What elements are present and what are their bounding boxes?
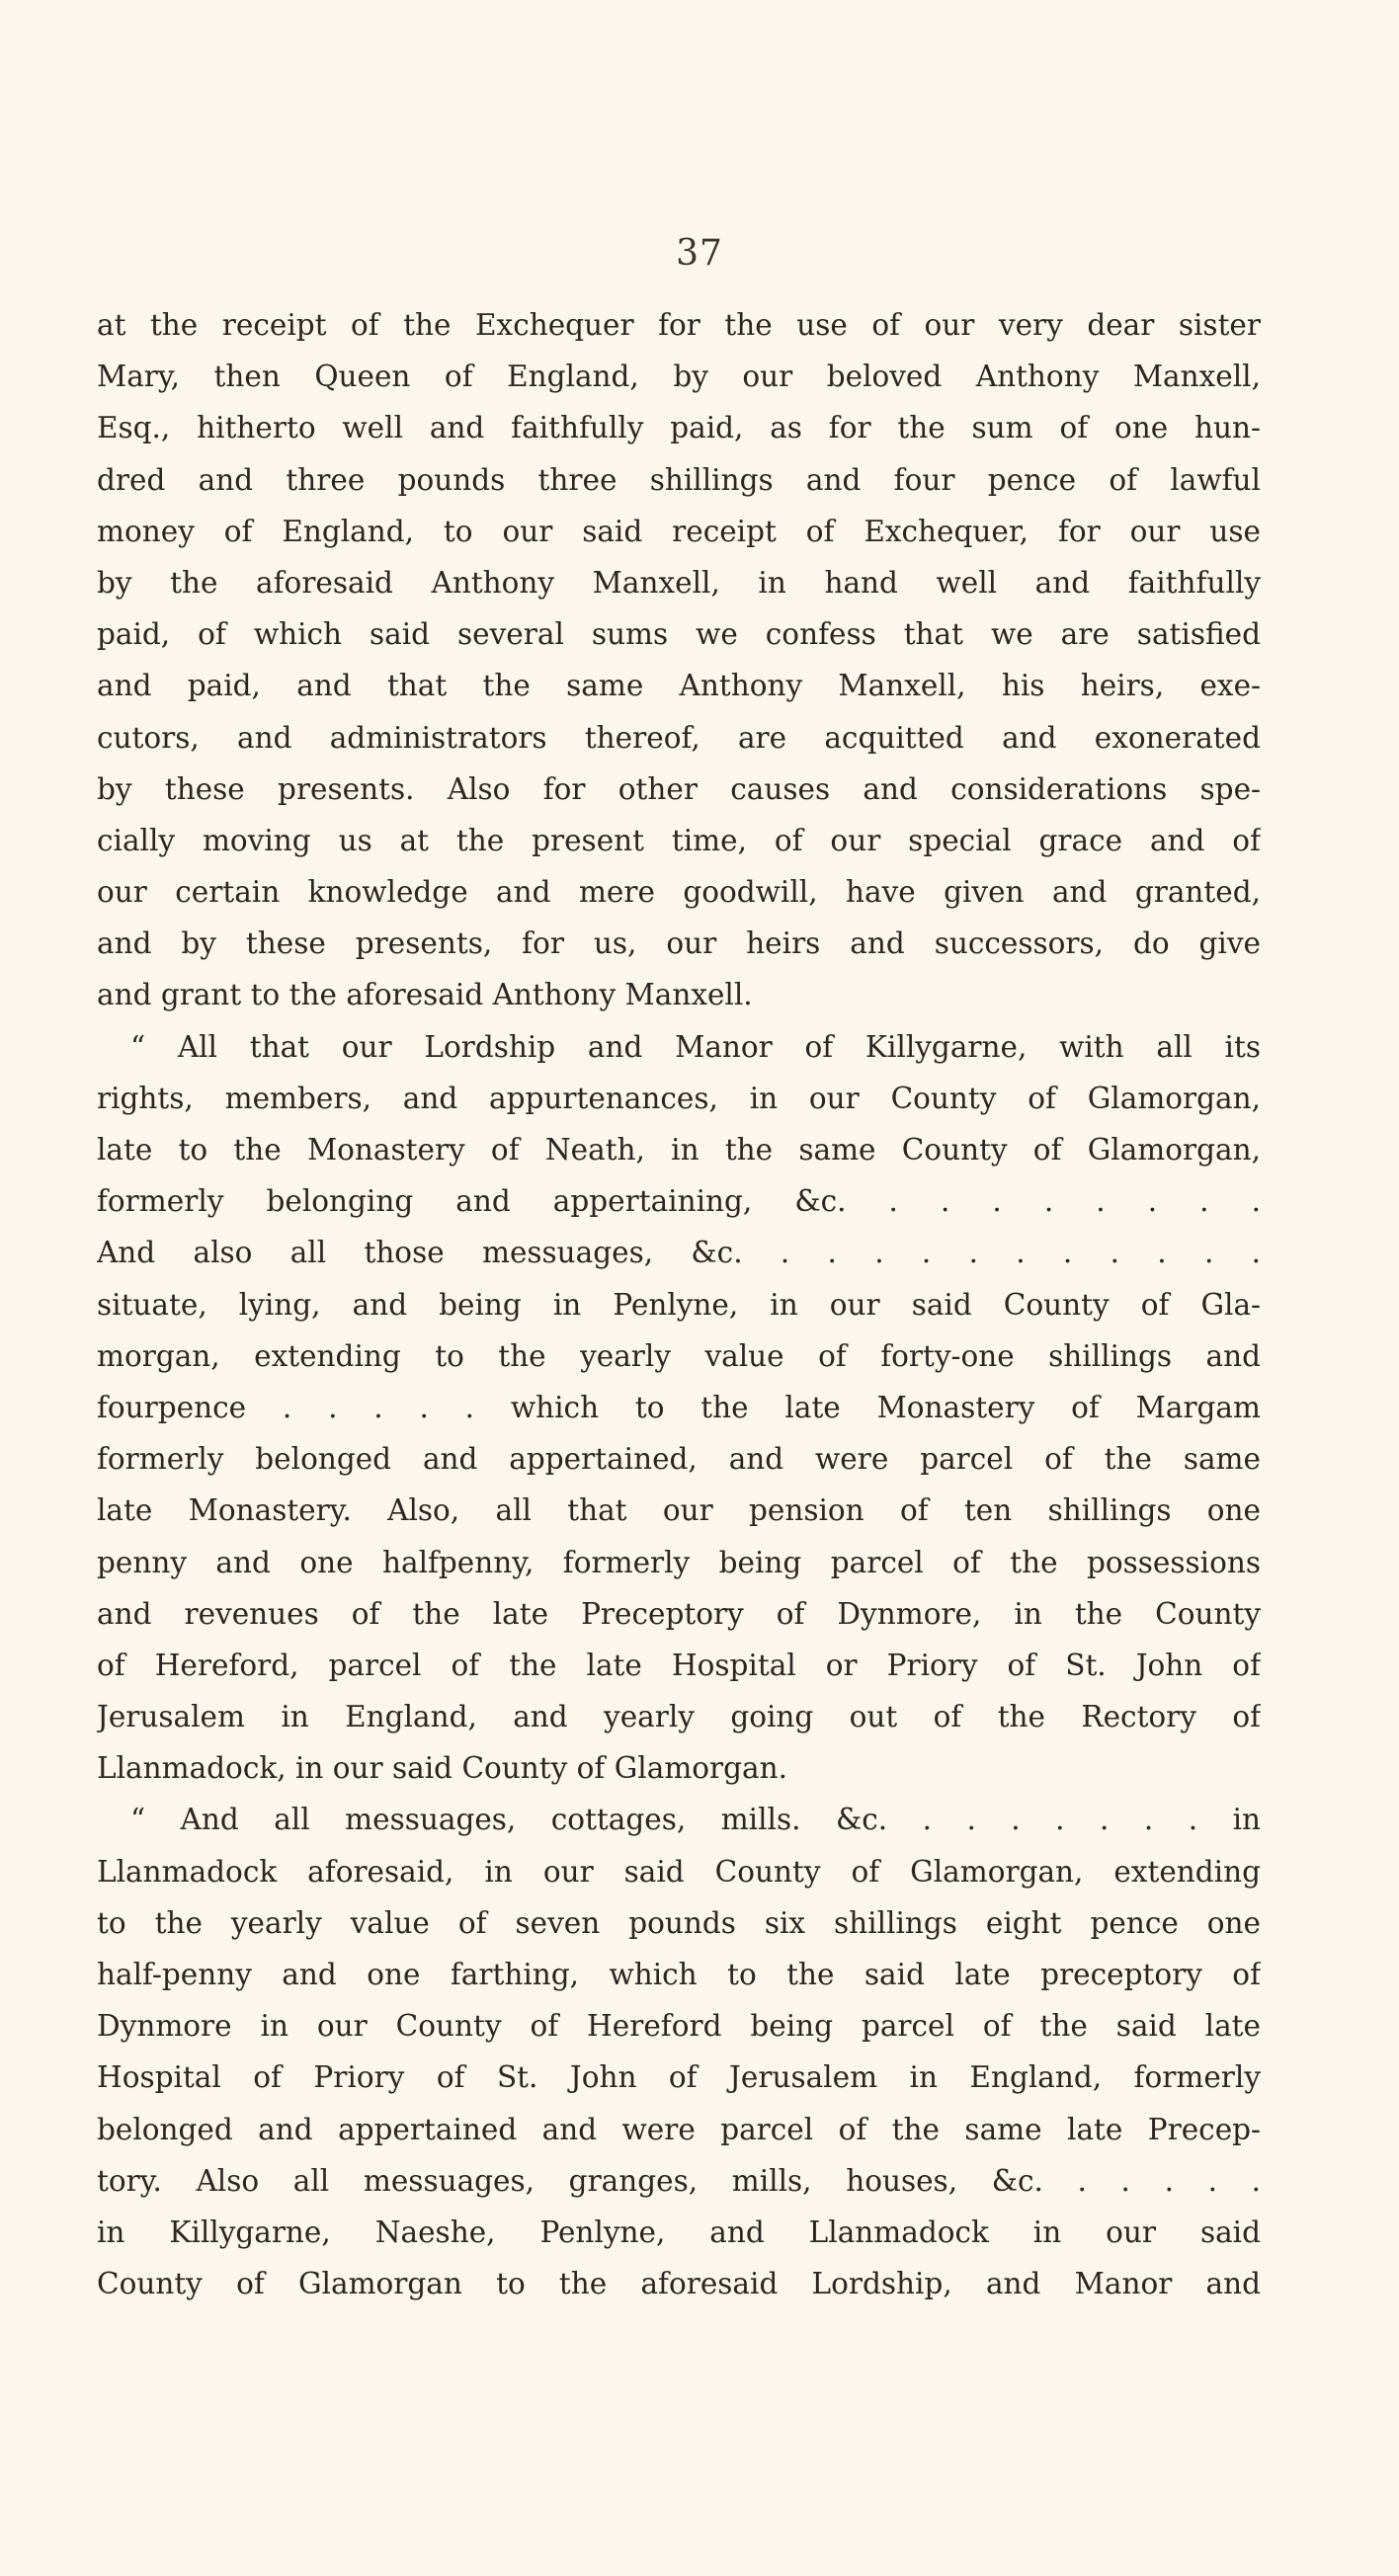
text-line: formerly belonging and appertaining, &c. . . . . . . . . xyxy=(97,1184,1261,1219)
text-line: Hospital of Priory of St. John of Jerusalem in England, formerly xyxy=(97,2060,1261,2095)
text-line: And also all those messuages, &c. . . . . . . . . . . . xyxy=(97,1236,1261,1270)
text-line: by these presents. Also for other causes and considerations spe- xyxy=(97,771,1261,806)
text-line: Jerusalem in England, and yearly going out of the Rectory of xyxy=(97,1700,1261,1734)
text-line: and paid, and that the same Anthony Manxell, his heirs, exe- xyxy=(97,669,1261,703)
text-line: County of Glamorgan to the aforesaid Lordship, and Manor and xyxy=(97,2267,1261,2301)
text-line: late to the Monastery of Neath, in the same County of Glamorgan, xyxy=(97,1133,1261,1167)
text-line: Llanmadock aforesaid, in our said County of Glamorgan, extending xyxy=(97,1854,1261,1889)
text-line: in Killygarne, Naeshe, Penlyne, and Llanmadock in our said xyxy=(97,2214,1261,2249)
text-line: our certain knowledge and mere goodwill, have given and granted, xyxy=(97,875,1261,910)
text-line: Esq., hitherto well and faithfully paid, as for the sum of one hun- xyxy=(97,411,1261,445)
text-line: penny and one halfpenny, formerly being parcel of the possessions xyxy=(97,1545,1261,1579)
page-number: 37 xyxy=(676,233,723,274)
text-line: dred and three pounds three shillings and four pence of lawful xyxy=(97,462,1261,497)
text-line: formerly belonged and appertained, and were parcel of the same xyxy=(97,1442,1261,1477)
text-line: by the aforesaid Anthony Manxell, in hand well and faithfully xyxy=(97,565,1261,600)
text-line: at the receipt of the Exchequer for the use of our very dear sister xyxy=(97,308,1261,342)
body-text xyxy=(97,299,1261,2309)
text-line: and by these presents, for us, our heirs and successors, do give xyxy=(97,926,1261,961)
text-line: half-penny and one farthing, which to the said late preceptory of xyxy=(97,1958,1261,1991)
text-line: situate, lying, and being in Penlyne, in our said County of Gla- xyxy=(97,1287,1261,1322)
text-line: fourpence . . . . . which to the late Monastery of Margam xyxy=(97,1390,1261,1424)
text-line: cutors, and administrators thereof, are acquitted and exonerated xyxy=(97,720,1261,755)
text-line: Llanmadock, in our said County of Glamorgan. xyxy=(97,1751,787,1786)
text-line: tory. Also all messuages, granges, mills, houses, &c. . . . . . xyxy=(97,2163,1261,2198)
text-line: cially moving us at the present time, of our special grace and of xyxy=(97,823,1261,857)
text-line: and grant to the aforesaid Anthony Manxell. xyxy=(97,978,753,1012)
text-line: rights, members, and appurtenances, in our County of Glamorgan, xyxy=(97,1081,1261,1115)
text-line: to the yearly value of seven pounds six shillings eight pence one xyxy=(97,1905,1261,1940)
text-line: paid, of which said several sums we confess that we are satisfied xyxy=(97,617,1261,652)
text-line: “ All that our Lordship and Manor of Killygarne, with all its xyxy=(130,1029,1261,1064)
text-line: Dynmore in our County of Hereford being parcel of the said late xyxy=(97,2009,1261,2044)
text-line: belonged and appertained and were parcel of the same late Precep- xyxy=(97,2112,1261,2146)
text-line: of Hereford, parcel of the late Hospital or Priory of St. John of xyxy=(97,1648,1261,1682)
text-line: late Monastery. Also, all that our pension of ten shillings one xyxy=(97,1493,1261,1528)
text-line: “ And all messuages, cottages, mills. &c. . . . . . . . in xyxy=(130,1803,1261,1837)
text-line: and revenues of the late Preceptory of Dynmore, in the County xyxy=(97,1596,1261,1631)
text-line: Mary, then Queen of England, by our beloved Anthony Manxell, xyxy=(97,360,1261,394)
text-line: money of England, to our said receipt of Exchequer, for our use xyxy=(97,514,1261,548)
text-line: morgan, extending to the yearly value of forty-one shillings and xyxy=(97,1338,1261,1373)
